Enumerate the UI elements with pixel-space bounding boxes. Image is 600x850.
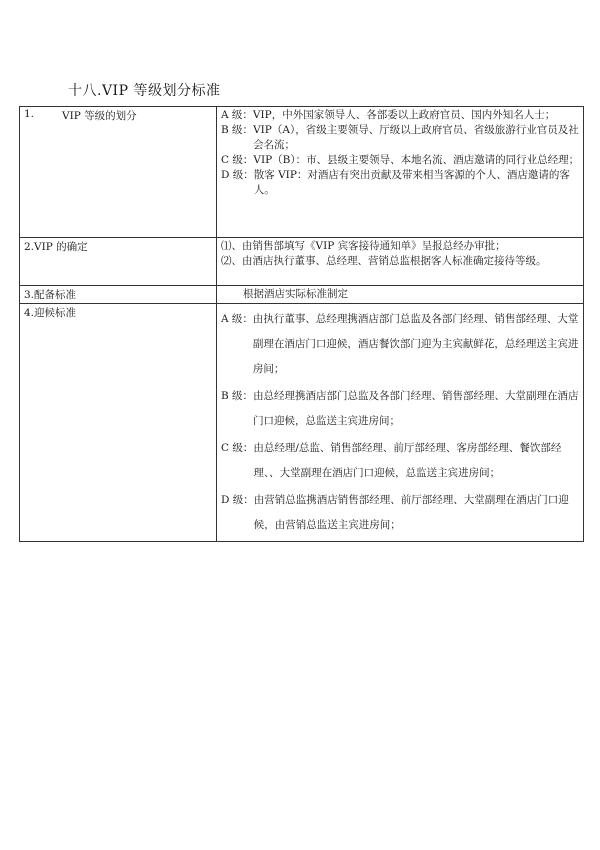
item-label: C 级：	[221, 154, 254, 166]
row-content-cell	[217, 304, 584, 542]
page-title: 十八.VIP 等级划分标准	[68, 83, 221, 99]
item-text: VIP（A），省级主要领导、厅级以上政府官员、省级旅游行业官员及社会名流；	[253, 124, 579, 151]
item-label: A 级：	[221, 313, 253, 325]
row-label: 4.迎候标准	[24, 307, 77, 319]
table-row	[20, 107, 584, 238]
table-row	[20, 238, 584, 286]
item-text: VIP，中外国家领导人、各部委以上政府官员、国内外知名人士；	[252, 109, 556, 121]
list-item	[221, 168, 581, 198]
item-label: D 级：	[221, 169, 254, 181]
item-label: A 级：	[221, 109, 253, 121]
row-label-cell	[20, 107, 217, 238]
row-number: 1.	[24, 108, 35, 120]
row-label: VIP 等级的划分	[62, 110, 137, 122]
item-text: 由酒店执行董事、总经理、营销总监根据客人标准确定接待等级。	[242, 255, 547, 267]
row-content-cell	[217, 286, 584, 304]
item-text: 由总经理携酒店部门总监及各部门经理、销售部经理、大堂副理在酒店门口迎候，总监送主宾进房间；	[253, 390, 579, 427]
list-item	[221, 239, 581, 254]
row-label: 2.VIP 的确定	[24, 241, 88, 253]
list-item	[221, 307, 581, 382]
item-label: B 级：	[221, 390, 254, 402]
vip-standard-table	[19, 106, 584, 542]
item-label: C 级：	[221, 442, 254, 454]
item-text: 由销售部填写《VIP 宾客接待通知单》呈报总经办审批；	[242, 240, 506, 252]
item-label: D 级：	[221, 494, 254, 506]
item-text: 散客 VIP：对酒店有突出贡献及带来相当客源的个人、酒店邀请的客人。	[253, 169, 570, 196]
item-text: 由执行董事、总经理携酒店部门总监及各部门经理、销售部经理、大堂副理在酒店门口迎候，酒店餐饮部门迎为主宾献鲜花，总经理送主宾进房间；	[252, 313, 579, 375]
row-label: 3.配备标准	[24, 289, 77, 301]
list-item	[221, 153, 581, 168]
row-content-cell	[217, 238, 584, 286]
row-label-cell	[20, 238, 217, 286]
item-text: 由营销总监携酒店销售部经理、前厅部经理、大堂副理在酒店门口迎候，由营销总监送主宾进房间；	[253, 494, 569, 531]
row-label-cell	[20, 304, 217, 542]
list-item	[221, 436, 581, 486]
cell-text: 根据酒店实际标准制定	[243, 288, 348, 300]
item-label: ⑵、	[221, 255, 242, 267]
table-row	[20, 304, 584, 542]
row-label-cell	[20, 286, 217, 304]
item-text: 由总经理/总监、销售部经理、前厅部经理、客房部经理、餐饮部经理、、大堂副理在酒店门口迎候，总监送主宾进房间；	[253, 442, 562, 479]
row-content-cell	[217, 107, 584, 238]
list-item	[221, 384, 581, 434]
list-item	[221, 488, 581, 538]
list-item	[221, 123, 581, 153]
item-label: ⑴、	[221, 240, 242, 252]
table-row	[20, 286, 584, 304]
list-item	[221, 254, 581, 269]
list-item	[221, 108, 581, 123]
item-label: B 级：	[221, 124, 254, 136]
item-text: VIP（B）：市、县级主要领导、本地名流、酒店邀请的同行业总经理；	[253, 154, 580, 166]
